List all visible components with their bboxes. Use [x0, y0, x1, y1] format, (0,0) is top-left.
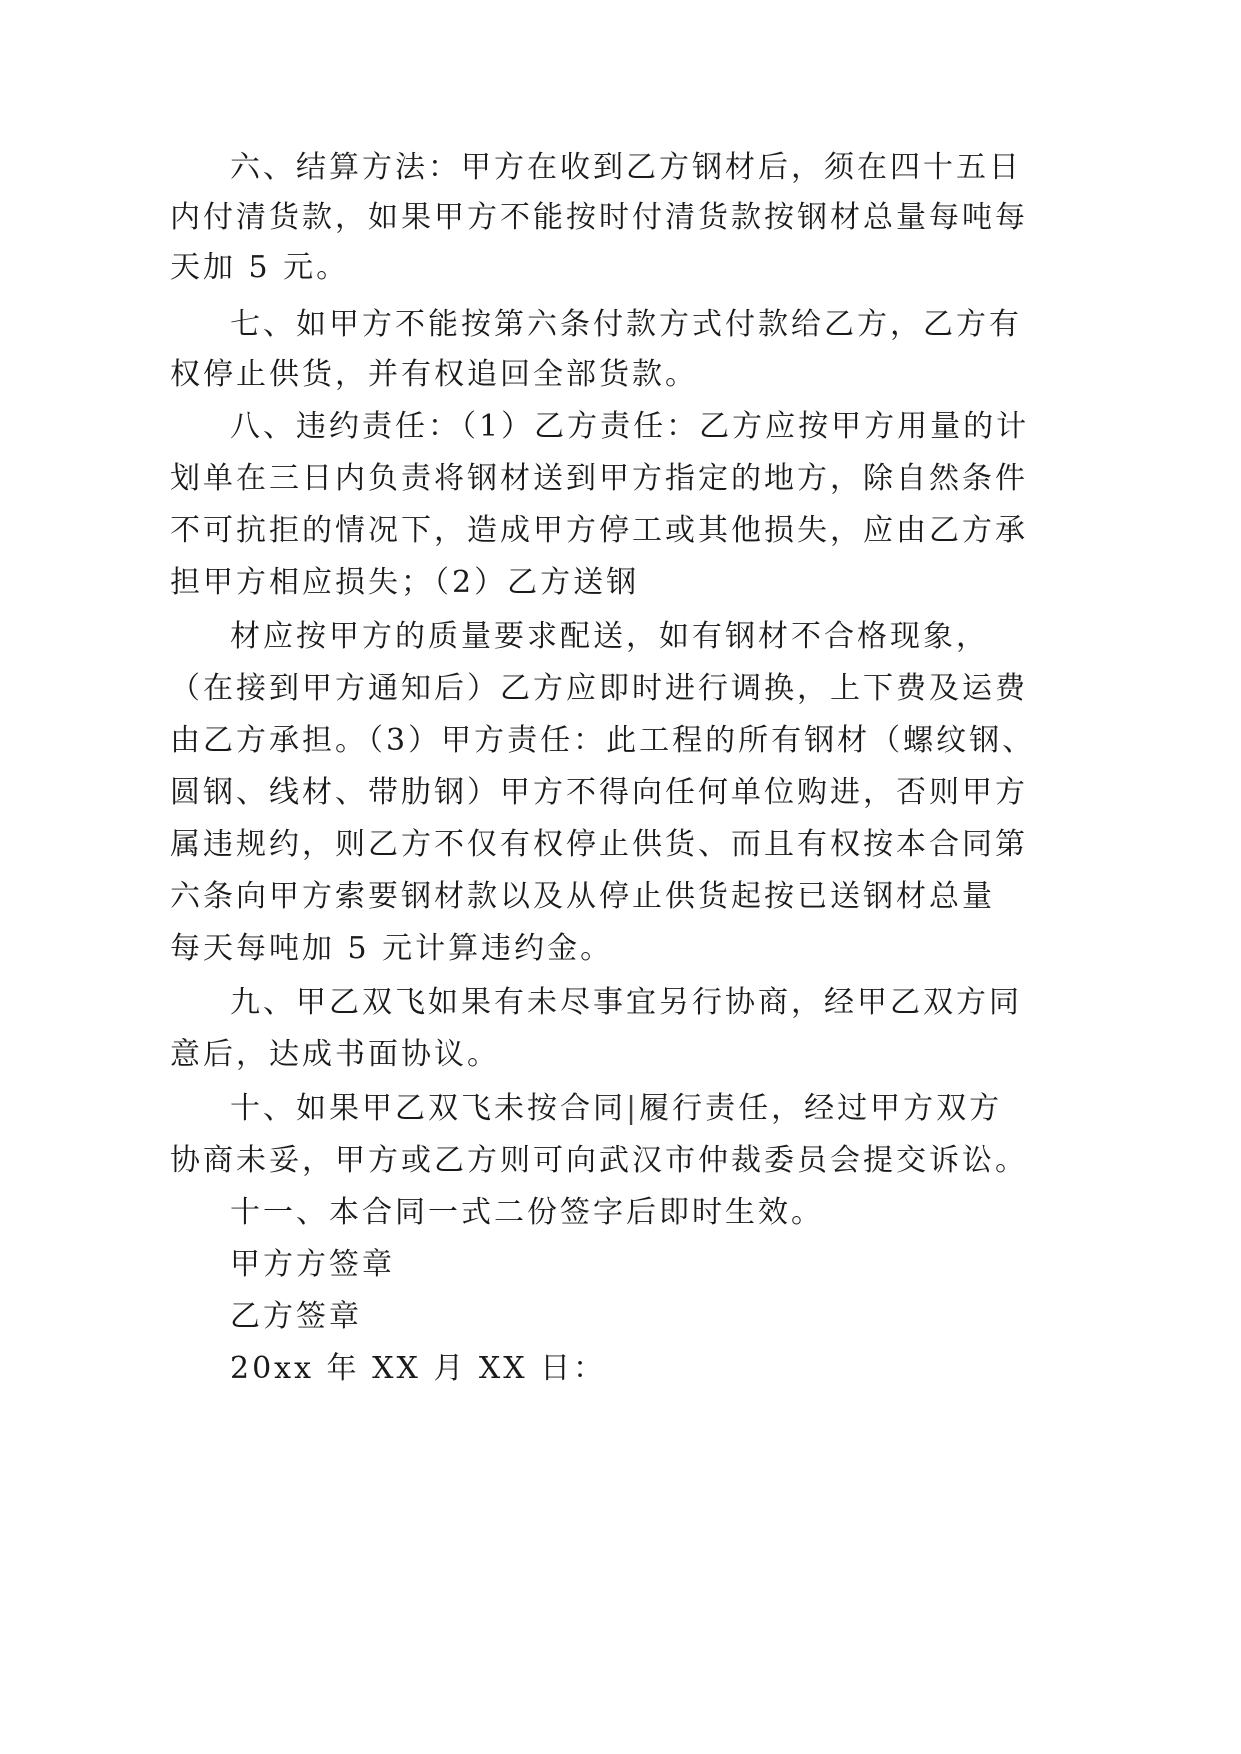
- clause-8-line-1: 八、违约责任：（1）乙方责任：乙方应按甲方用量的计: [230, 409, 1030, 444]
- clause-8-line-5: 材应按甲方的质量要求配送，如有钢材不合格现象，: [230, 619, 989, 654]
- clause-7-line-2: 权停止供货，并有权追回全部货款。: [170, 357, 698, 392]
- party-b-signature-label: 乙方签章: [230, 1299, 362, 1334]
- text-cursor-mark: |: [626, 1091, 640, 1126]
- clause-10-line-1-part-2: 履行责任，经过甲方双方: [639, 1091, 1003, 1126]
- date-line: 20xx 年 XX 月 XX 日：: [230, 1351, 607, 1386]
- clause-8-line-2: 划单在三日内负责将钢材送到甲方指定的地方，除自然条件: [170, 461, 1028, 496]
- clause-9-line-2: 意后，达成书面协议。: [170, 1037, 500, 1072]
- clause-9-line-1: 九、甲乙双飞如果有未尽事宜另行协商，经甲乙双方同: [230, 985, 1022, 1020]
- clause-8-line-3: 不可抗拒的情况下，造成甲方停工或其他损失，应由乙方承: [170, 513, 1028, 548]
- clause-8-line-11: 每天每吨加 5 元计算违约金。: [170, 931, 614, 966]
- party-a-signature-label: 甲方方签章: [230, 1247, 395, 1282]
- clause-6-line-1: 六、结算方法：甲方在收到乙方钢材后，须在四十五日: [230, 150, 1022, 185]
- clause-8-line-7: 由乙方承担。（3）甲方责任：此工程的所有钢材（螺纹钢、: [170, 723, 1036, 758]
- clause-7-line-1: 七、如甲方不能按第六条付款方式付款给乙方，乙方有: [230, 307, 1022, 342]
- clause-10-line-2: 协商未妥，甲方或乙方则可向武汉市仲裁委员会提交诉讼。: [170, 1143, 1028, 1178]
- clause-6-line-3: 天加 5 元。: [170, 250, 350, 285]
- clause-10-line-1: [230, 1089, 1002, 1129]
- clause-8-line-10: 六条向甲方索要钢材款以及从停止供货起按已送钢材总量: [170, 879, 995, 914]
- clause-11-line: 十一、本合同一式二份签字后即时生效。: [230, 1195, 824, 1230]
- clause-8-line-9: 属违规约，则乙方不仅有权停止供货、而且有权按本合同第: [170, 827, 1028, 862]
- clause-6-line-2: 内付清货款，如果甲方不能按时付清货款按钢材总量每吨每: [170, 200, 1028, 235]
- clause-10-line-1-part-1: 十、如果甲乙双飞未按合同: [230, 1091, 626, 1126]
- clause-8-line-8: 圆钢、线材、带肋钢）甲方不得向任何单位购进，否则甲方: [170, 775, 1028, 810]
- clause-8-line-4: 担甲方相应损失；（2）乙方送钢: [170, 565, 640, 600]
- clause-8-line-6: （在接到甲方通知后）乙方应即时进行调换，上下费及运费: [170, 671, 1028, 706]
